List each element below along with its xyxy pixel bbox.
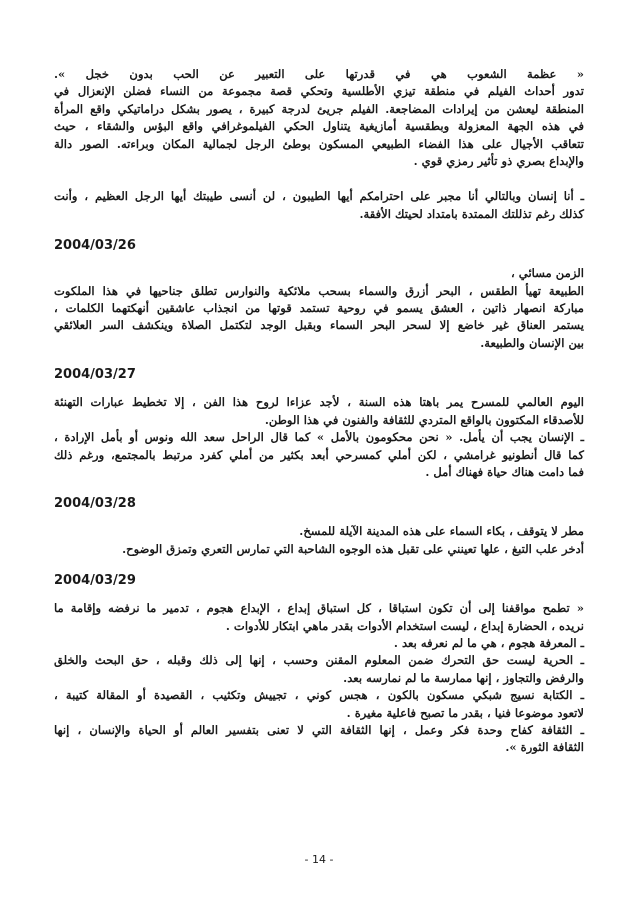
entry-line: ـ الثقافة كفاح وحدة فكر وعمل ، إنها الثقافة التي لا تعنى بتفسير العالم أو الحياة والإنسان ، إنها [54,722,584,737]
entry-line: ـ الحرية ليست حق التحرك ضمن المعلوم المقنن وحسب ، إنها إلى ذلك وقبله ، حق البحث والخلق [54,653,584,668]
intro-paragraph [54,66,584,170]
closing-line: كذلك رغم تذللتك الممتدة بامتداد لحيتك الأفقة. [359,206,584,221]
entry-line: فما دامت هناك حياة فهناك أمل . [425,464,584,479]
entry-line: والرفض والتجاوز ، إنها ممارسة ما لم نمارسه بعد. [343,670,584,685]
entry-line: كما قال أنطونيو غرامشي ، لكن أملي كمسرحي أبعد بكثير من أملي كفرد مرتبط بالمجتمع، ورغم ذلك [54,447,584,462]
entry-line: اليوم العالمي للمسرح يمر باهتا هذه السنة ، لأجد عزاءا لروح هذا الفن ، إلا تخطيط عبارات التهنئة [54,395,584,410]
entry-line: للأصدقاء المكتوون بالواقع المتردي للثقافة والفنون في هذا الوطن. [264,412,584,427]
intro-line: والإبداع بصري ذو تأثير رمزي قوي . [413,154,584,169]
entry-line: يستمر العناق غير خاضع إلا لسحر البحر السماء وبقبل الوجد لتكتمل الصلاة وينكشف السر العلائقي [54,318,584,333]
entry-text [54,600,584,757]
entry-line: مطر لا يتوقف ، بكاء السماء على هذه المدينة الآيلة للمسخ. [299,524,584,539]
entry-line: ـ الكتابة نسيج شبكي مسكون بالكون ، هجس كوني ، تجييش وتكثيب ، القصيدة أو المقالة كتيبة ، [54,688,584,703]
intro-line: تدور أحداث الفيلم في منطقة تيزي الأطلسية وتحكي قصة مجموعة من النساء فضلن الإنعزال في [54,84,584,99]
entry-line: الزمن مسائي ، [511,266,584,281]
entry-text [54,523,584,558]
closing-paragraph [54,188,584,223]
page-number: - 14 - [304,853,334,866]
entry-date: 2004/03/27 [54,367,136,383]
entry-line: الثقافة الثورة ». [505,740,584,755]
entry-date: 2004/03/28 [54,496,136,512]
entry-line: ـ الإنسان يجب أن يأمل. « نحن محكومون بالأمل » كما قال الراحل سعد الله ونوس أو بأمل الإرادة ، [54,430,584,445]
entry-line: لاتعود موضوعا فنيا ، بقدر ما تصبح فاعلية مغيرة . [346,705,584,720]
intro-line: المنطقة ليعشن من إيرادات المضاجعة. الفيلم جريئ لدرجة كبيرة ، يصور بشكل دراماتيكي واقع المرأة [54,101,584,116]
entry-text [54,265,584,352]
entry-line: أدخر علب التبغ ، علها تعينني على تقبل هذه الوجوه الشاحبة التي تمارس التعري وتمزق الوضوح. [122,541,584,556]
intro-line: « عظمة الشعوب هي في قدرتها على التعبير عن الحب بدون خجل ». [54,67,584,81]
closing-line: ـ أنا إنسان وبالتالي أنا مجبر على احترامكم أيها الطيبون ، لن أنسى طيبتك أيها الرجل العظيم ، وأنت [54,189,584,204]
entry-line: « تطمح مواقفنا إلى أن تكون استباقا ، كل استباق إبداع ، الإبداع هجوم ، تدمير ما نرفضه وإقامة ما [54,601,584,616]
entry-line: نريده ، الحضارة إبداع ، ليست استخدام الأدوات بقدر ماهي ابتكار للأدوات . [225,618,584,633]
entry-line: بين الإنسان والطبيعة. [480,335,584,350]
entry-text [54,394,584,481]
intro-line: في هذه الجهة المعزولة وبطقسية أمازيغية يتناول الحكي الفيلموغرافي واقع البؤس والشقاء ، حيث [54,119,584,134]
entry-date: 2004/03/29 [54,573,136,589]
entry-line: ـ المعرفة هجوم ، هي ما لم نعرفه بعد . [393,635,584,650]
entry-line: مباركة انصهار ذاتين ، العشق يسمو في روحية تستمد قوتها من انجذاب عاشقين أنهكتهما الكلمات ، [54,301,584,316]
entry-line: الطبيعة تهيأ الطقس ، البحر أزرق والسماء بسحب ملائكية والنوارس تطلق جناحيها في هذا الملكوت [54,283,584,298]
document-body [54,66,584,757]
intro-line: تتعاقب الأجيال على هذا الفضاء الطبيعي المسكون بوطئ الرجل لجمالية المكان وبراءته. الصور دالة [54,136,584,151]
entry-date: 2004/03/26 [54,238,136,254]
